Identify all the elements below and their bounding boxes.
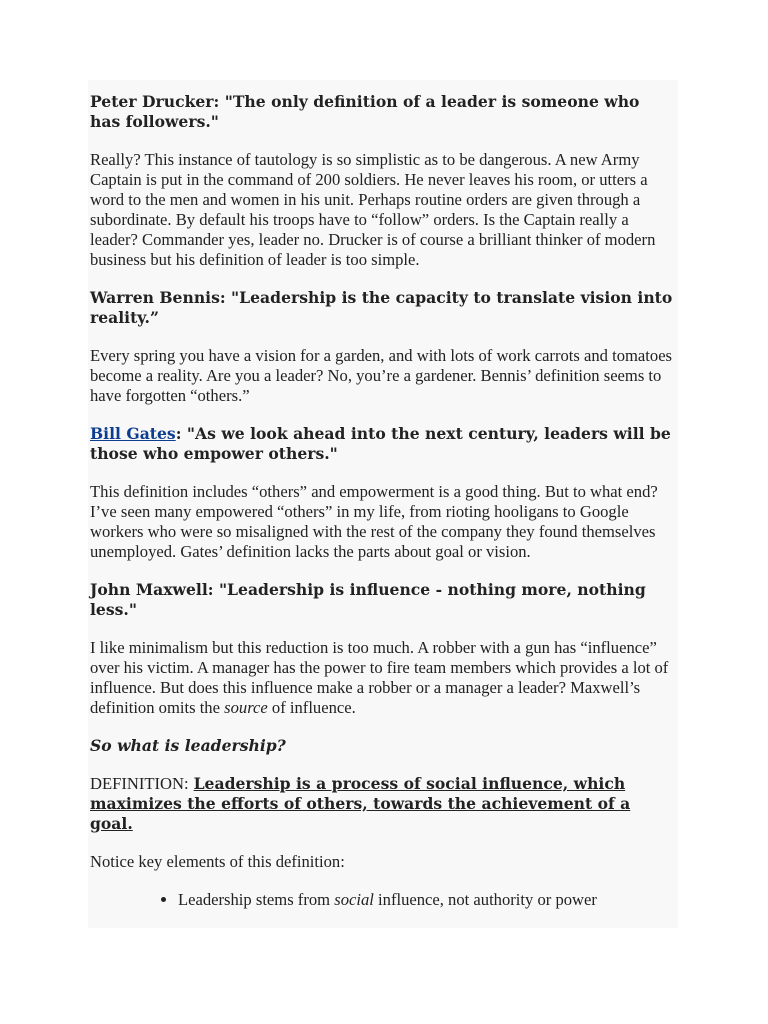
maxwell-commentary-after: of influence. bbox=[271, 698, 356, 717]
drucker-quote-text: "The only definition of a leader is someone who has followers." bbox=[90, 92, 640, 131]
article-body bbox=[90, 92, 674, 910]
document-page bbox=[88, 80, 678, 928]
maxwell-quote-text: "Leadership is influence - nothing more, nothing less." bbox=[90, 580, 646, 619]
leadership-question: So what is leadership? bbox=[90, 736, 286, 755]
list-item-after: influence, not authority or power bbox=[378, 890, 597, 909]
drucker-quote: Peter Drucker: "The only definition of a leader is someone who has followers." bbox=[90, 92, 640, 131]
bill-gates-link[interactable]: Bill Gates bbox=[90, 424, 176, 443]
definition-text: Leadership is a process of social influence, which maximizes the efforts of others, towards the achievement of a goal. bbox=[90, 774, 631, 833]
definition-label: DEFINITION: bbox=[90, 774, 189, 793]
bennis-name: Warren Bennis bbox=[90, 288, 220, 307]
notice-text: Notice key elements of this definition: bbox=[90, 852, 345, 871]
bennis-quote: Warren Bennis: "Leadership is the capacity to translate vision into reality.” bbox=[90, 288, 673, 327]
list-item-before: Leadership stems from bbox=[178, 890, 331, 909]
drucker-commentary: Really? This instance of tautology is so simplistic as to be dangerous. A new Army Captain is put in the command of 200 soldiers. He never leaves his room, or utters a word to the men and women in his unit. Perhaps routine orders are given through a subordinate. By default his troops have to “follow” orders. Is the Captain really a leader? Commander yes, leader no. Drucker is of course a brilliant thinker of modern business but his definition of leader is too simple. bbox=[90, 150, 656, 269]
maxwell-name: John Maxwell bbox=[90, 580, 208, 599]
maxwell-commentary bbox=[90, 638, 674, 718]
gates-quote: Bill Gates: "As we look ahead into the next century, leaders will be those who empower others." bbox=[90, 424, 671, 463]
gates-commentary: This definition includes “others” and empowerment is a good thing. But to what end? I’ve seen many empowered “others” in my life, from rioting hooligans to Google workers who were so misaligned with the rest of the company they found themselves unemployed. Gates’ definition lacks the parts about goal or vision. bbox=[90, 482, 658, 561]
gates-quote-text: "As we look ahead into the next century, leaders will be those who empower others." bbox=[90, 424, 671, 463]
maxwell-commentary-emphasis: source bbox=[224, 698, 268, 717]
key-elements-list bbox=[90, 890, 674, 910]
list-item bbox=[178, 890, 674, 910]
bennis-quote-text: "Leadership is the capacity to translate vision into reality.” bbox=[90, 288, 673, 327]
definition bbox=[90, 774, 674, 834]
maxwell-quote: John Maxwell: "Leadership is influence - nothing more, nothing less." bbox=[90, 580, 646, 619]
drucker-name: Peter Drucker bbox=[90, 92, 214, 111]
maxwell-commentary-before: I like minimalism but this reduction is too much. A robber with a gun has “influence” over his victim. A manager has the power to fire team members which provides a lot of influence. But does this influence make a robber or a manager a leader? Maxwell’s definition omits the bbox=[90, 638, 669, 717]
list-item-emphasis: social bbox=[334, 890, 374, 909]
bennis-commentary: Every spring you have a vision for a garden, and with lots of work carrots and tomatoes become a reality. Are you a leader? No, you’re a gardener. Bennis’ definition seems to have forgotten “others.” bbox=[90, 346, 673, 405]
